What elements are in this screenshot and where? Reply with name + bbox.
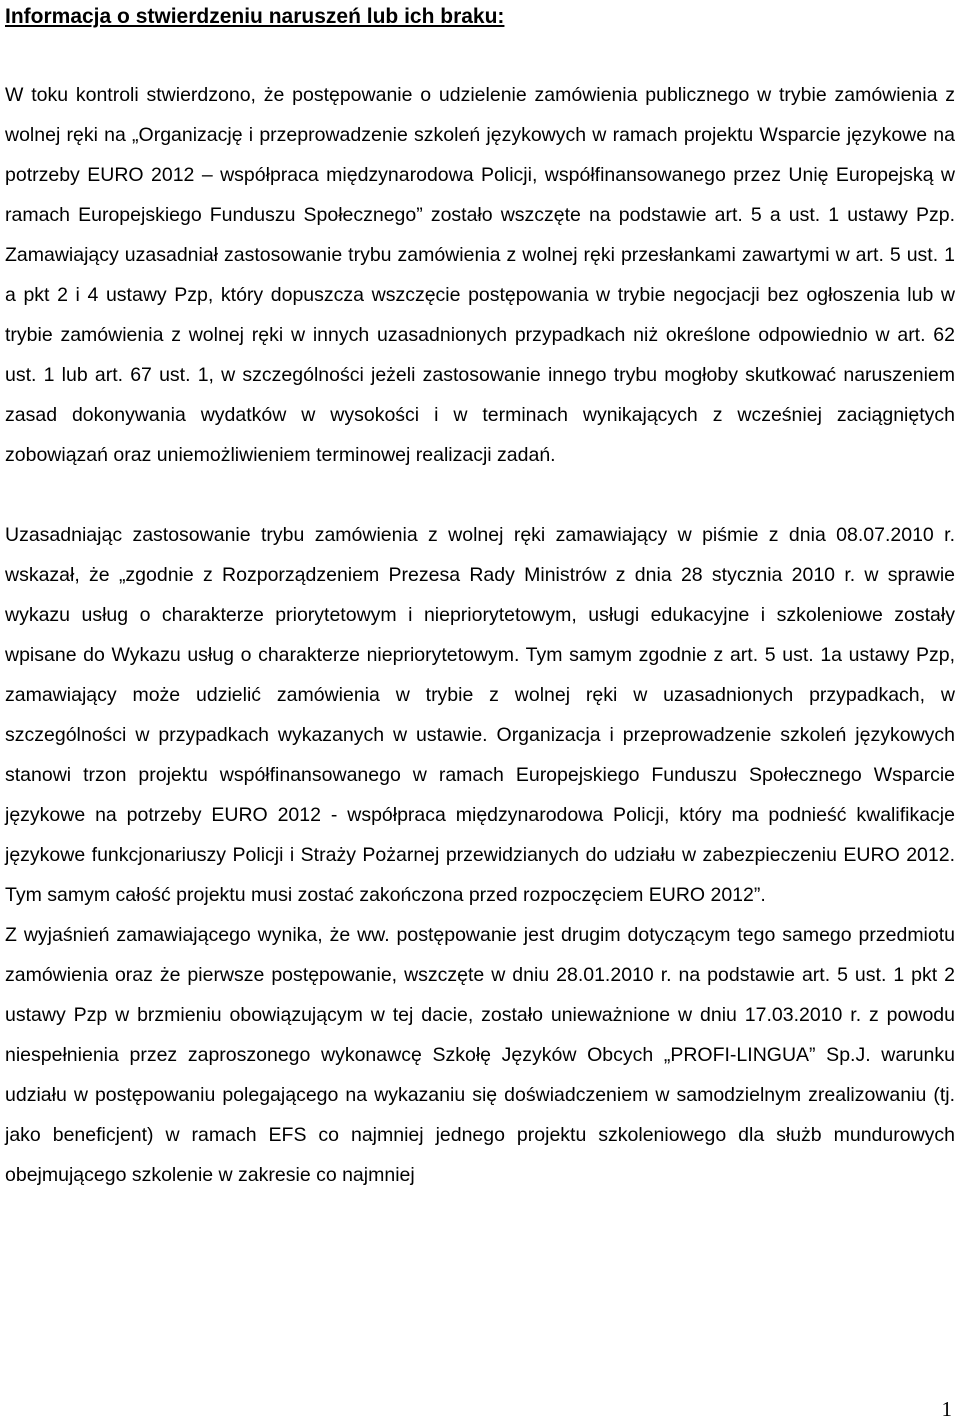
document-heading: Informacja o stwierdzeniu naruszeń lub ich braku: bbox=[5, 5, 505, 28]
document-page bbox=[5, 0, 955, 1195]
paragraph-explanations: Z wyjaśnień zamawiającego wynika, że ww. postępowanie jest drugim dotyczącym tego samego przedmiotu zamówienia oraz że pierwsze postępowanie, wszczęte w dniu 28.01.2010 r. na podstawie art. 5 ust. 1 pkt 2 ustawy Pzp w brzmieniu obowiązującym w tej dacie, zostało unieważnione w dniu 17.03.2010 r. z powodu niespełnienia przez zaproszonego wykonawcę Szkołę Języków Obcych „PROFI-LINGUA” Sp.J. warunku udziału w postępowaniu polegającego na wykazaniu się doświadczeniem w samodzielnym zrealizowaniu (tj. jako beneficjent) w ramach EFS co najmniej jednego projektu szkoleniowego dla służb mundurowych obejmującego szkolenie w zakresie co najmniej bbox=[5, 924, 955, 1186]
paragraph-findings: W toku kontroli stwierdzono, że postępowanie o udzielenie zamówienia publicznego w trybie zamówienia z wolnej ręki na „Organizację i przeprowadzenie szkoleń językowych w ramach projektu Wsparcie językowe na potrzeby EURO 2012 – współpraca międzynarodowa Policji, współfinansowanego przez Unię Europejską w ramach Europejskiego Funduszu Społecznego” zostało wszczęte na podstawie art. 5 a ust. 1 ustawy Pzp. Zamawiający uzasadniał zastosowanie trybu zamówienia z wolnej ręki przesłankami zawartymi w art. 5 ust. 1 a pkt 2 i 4 ustawy Pzp, który dopuszcza wszczęcie postępowania w trybie negocjacji bez ogłoszenia lub w trybie zamówienia z wolnej ręki w innych uzasadnionych przypadkach niż określone odpowiednio w art. 62 ust. 1 lub art. 67 ust. 1, w szczególności jeżeli zastosowanie innego trybu mogłoby skutkować naruszeniem zasad dokonywania wydatków w wysokości i w terminach wynikających z wcześniej zaciągniętych zobowiązań oraz uniemożliwieniem terminowej realizacji zadań. bbox=[5, 84, 955, 466]
paragraph-justification: Uzasadniając zastosowanie trybu zamówienia z wolnej ręki zamawiający w piśmie z dnia 08.07.2010 r. wskazał, że „zgodnie z Rozporządzeniem Prezesa Rady Ministrów z dnia 28 stycznia 2010 r. w sprawie wykazu usług o charakterze priorytetowym i niepriorytetowym, usługi edukacyjne i szkoleniowe zostały wpisane do Wykazu usług o charakterze niepriorytetowym. Tym samym zgodnie z art. 5 ust. 1a ustawy Pzp, zamawiający może udzielić zamówienia w trybie z wolnej ręki w uzasadnionych przypadkach, w szczególności w przypadkach wykazanych w ustawie. Organizacja i przeprowadzenie szkoleń językowych stanowi trzon projektu współfinansowanego w ramach Europejskiego Funduszu Społecznego Wsparcie językowe na potrzeby EURO 2012 - współpraca międzynarodowa Policji, który ma podnieść kwalifikacje językowe funkcjonariuszy Policji i Straży Pożarnej przewidzianych do udziału w zabezpieczeniu EURO 2012. Tym samym całość projektu musi zostać zakończona przed rozpoczęciem EURO 2012”. bbox=[5, 524, 955, 906]
page-number: 1 bbox=[941, 1397, 952, 1421]
